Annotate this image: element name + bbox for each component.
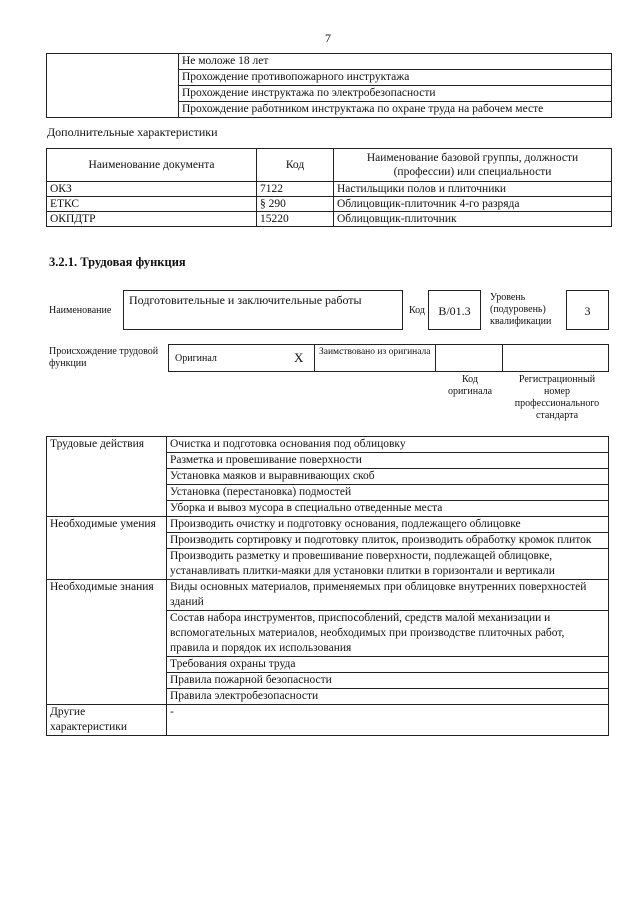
- table-cell: Установка (перестановка) подмостей: [167, 485, 609, 501]
- level-label: Уровень (подуровень) квалификации: [490, 292, 552, 327]
- table-cell: Прохождение работником инструктажа по охране труда на рабочем месте: [179, 102, 612, 118]
- table-header-row: [47, 149, 612, 182]
- table-row: [47, 580, 609, 611]
- table-cell: Разметка и провешивание поверхности: [167, 453, 609, 469]
- table-cell: ОКПДТР: [47, 212, 257, 227]
- name-label: Наименование: [49, 305, 112, 316]
- table-cell: Установка маяков и выравнивающих скоб: [167, 469, 609, 485]
- table-cell: Состав набора инструментов, приспособлений, средств малой механизации и вспомогательных материалов, необходимых при производстве плиточных работ, правила и порядок их использования: [167, 611, 609, 657]
- table-cell: 15220: [257, 212, 334, 227]
- table-cell: ОКЗ: [47, 182, 257, 197]
- requirements-table: [46, 53, 612, 118]
- original-mark: X: [294, 350, 304, 365]
- function-code-box: [428, 290, 481, 330]
- header-document: Наименование документа: [47, 149, 257, 182]
- section-title: 3.2.1. Трудовая функция: [49, 255, 186, 269]
- code-caption: Код оригинала: [447, 374, 493, 397]
- table-row: [47, 182, 612, 197]
- empty-cell: [47, 54, 179, 118]
- table-cell: Производить очистку и подготовку основания, подлежащего облицовке: [167, 517, 609, 533]
- function-table: [46, 436, 609, 736]
- table-row: [47, 54, 612, 70]
- category-cell: Необходимые знания: [47, 580, 167, 705]
- table-cell: Виды основных материалов, применяемых при облицовке внутренних поверхностей зданий: [167, 580, 609, 611]
- table-cell: Производить сортировку и подготовку плиток, производить обработку кромок плиток: [167, 533, 609, 549]
- level-value: 3: [584, 304, 591, 318]
- code-label: Код: [409, 305, 425, 316]
- table-cell: Производить разметку и провешивание поверхности, подлежащей облицовке, устанавливать плитки-маяки для установки плитки в горизонтали и вертикали: [167, 549, 609, 580]
- category-cell: Необходимые умения: [47, 517, 167, 580]
- level-box: [566, 290, 609, 330]
- table-row: [47, 197, 612, 212]
- table-cell: Правила пожарной безопасности: [167, 673, 609, 689]
- category-cell: Другие характеристики: [47, 705, 167, 736]
- table-row: [47, 517, 609, 533]
- table-row: [47, 212, 612, 227]
- table-cell: Прохождение противопожарного инструктажа: [179, 70, 612, 86]
- table-cell: Облицовщик-плиточник: [334, 212, 612, 227]
- table-cell: Не моложе 18 лет: [179, 54, 612, 70]
- borrowed-label: Заимствовано из оригинала: [319, 347, 431, 357]
- table-cell: Очистка и подготовка основания под облицовку: [167, 437, 609, 453]
- additional-title: Дополнительные характеристики: [47, 125, 218, 139]
- function-name: Подготовительные и заключительные работы: [129, 293, 362, 307]
- original-label: Оригинал: [175, 353, 217, 364]
- origin-original-cell: [168, 344, 315, 372]
- table-cell: § 290: [257, 197, 334, 212]
- origin-reg-cell: [502, 344, 609, 372]
- table-cell: Облицовщик-плиточник 4-го разряда: [334, 197, 612, 212]
- function-name-box: [123, 290, 403, 330]
- table-cell: Требования охраны труда: [167, 657, 609, 673]
- additional-table: [46, 148, 612, 227]
- page-number: 7: [325, 31, 331, 45]
- header-group: Наименование базовой группы, должности (профессии) или специальности: [334, 149, 612, 182]
- origin-borrowed-cell: [314, 344, 436, 372]
- table-row: [47, 705, 609, 736]
- table-row: [47, 437, 609, 453]
- table-cell: Уборка и вывоз мусора в специально отведенные места: [167, 501, 609, 517]
- table-cell: Правила электробезопасности: [167, 689, 609, 705]
- table-cell: Прохождение инструктажа по электробезопасности: [179, 86, 612, 102]
- reg-caption: Регистрационный номер профессионального стандарта: [514, 374, 600, 421]
- category-cell: Трудовые действия: [47, 437, 167, 517]
- table-cell: ЕТКС: [47, 197, 257, 212]
- origin-code-cell: [435, 344, 503, 372]
- origin-label: Происхождение трудовой функции: [49, 346, 159, 369]
- table-cell: 7122: [257, 182, 334, 197]
- function-code: B/01.3: [438, 304, 471, 318]
- table-cell: Настильщики полов и плиточники: [334, 182, 612, 197]
- table-cell: -: [167, 705, 609, 736]
- header-code: Код: [257, 149, 334, 182]
